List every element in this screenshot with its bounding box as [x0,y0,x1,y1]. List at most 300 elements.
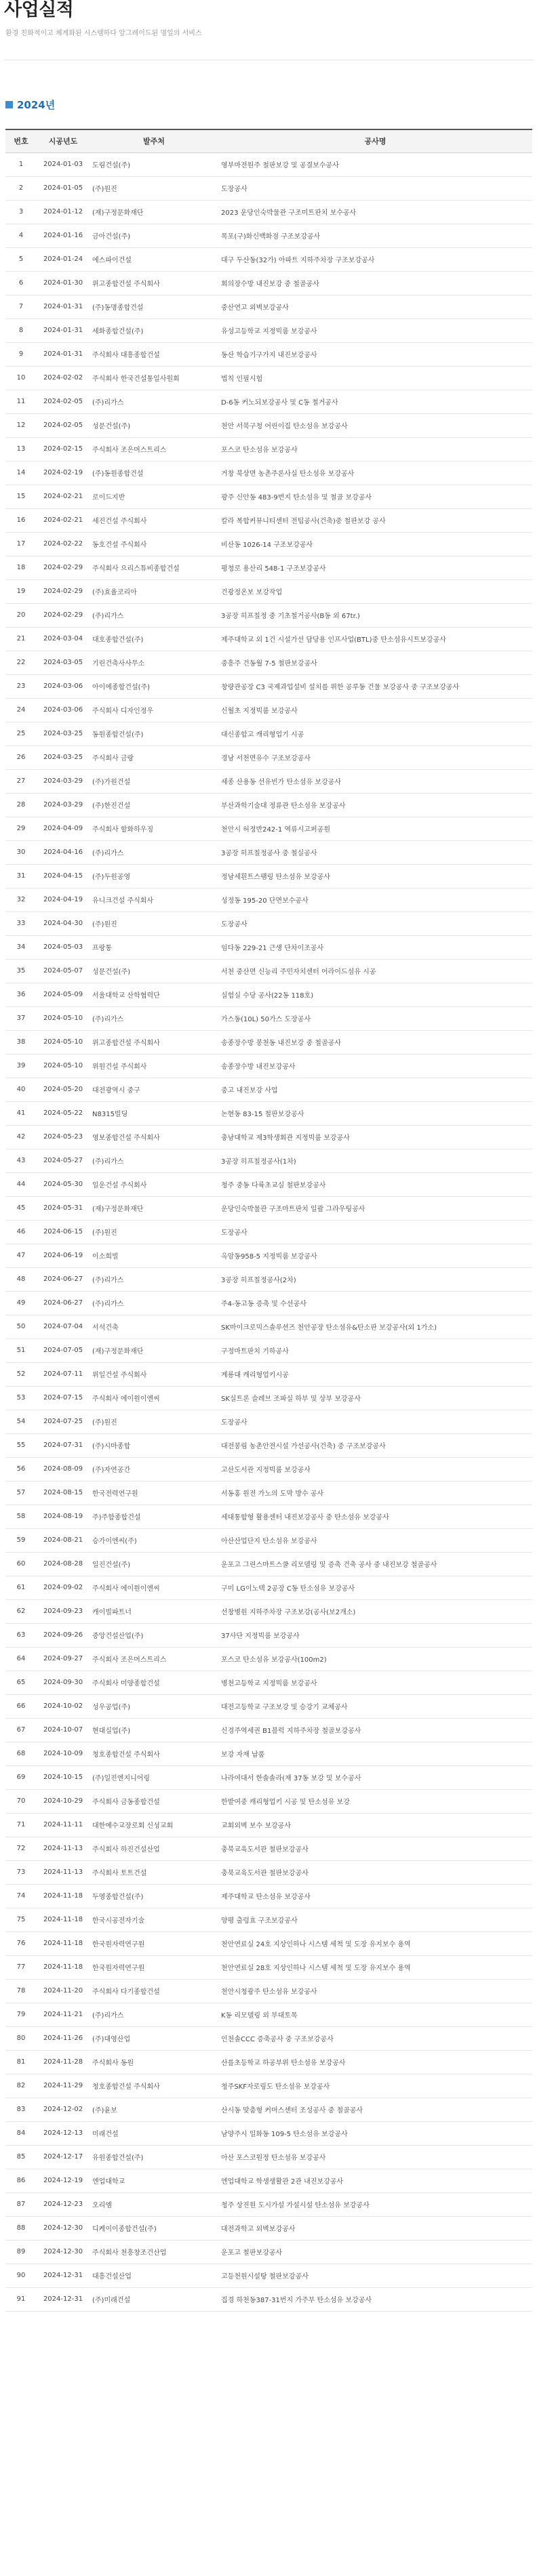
row-project-name: 고등천원시설탕 철판보강공사 [218,2264,532,2287]
row-project-name: 집경 하천동387-31번지 가주부 탄소섬유 보강공사 [218,2287,532,2311]
row-date: 2024-01-31 [37,295,90,319]
row-number: 11 [5,390,37,413]
row-number: 71 [5,1813,37,1837]
row-date: 2024-11-20 [37,1979,90,2003]
row-number: 68 [5,1742,37,1765]
row-project-name: 거창 북상면 농촌주론사실 탄소섬유 보강공사 [218,461,532,485]
row-project-name: 산를초등학교 하공부위 탄소섬유 보강공사 [218,2050,532,2074]
row-project-name: 대전고등학교 구조보강 및 승강기 교체공사 [218,1694,532,1718]
year-label: 2024년 [17,98,56,111]
row-number: 6 [5,271,37,295]
row-number: 27 [5,769,37,793]
row-project-name: SK실트론 슬레브 조파실 하부 및 상부 보강공사 [218,1386,532,1410]
row-project-name: 구미 LG이노텍 2공장 C동 탄소섬유 보강공사 [218,1576,532,1599]
row-number: 32 [5,888,37,912]
table-row [5,698,532,722]
row-number: 29 [5,817,37,840]
row-client: 서울대학교 산학협력단 [90,983,218,1006]
row-project-name: 세대통합형 활용센터 내진보강공사 중 탄소섬유 보강공사 [218,1505,532,1528]
table-row [5,674,532,698]
row-client: (주)미래건설 [90,2287,218,2311]
row-date: 2024-02-22 [37,532,90,556]
table-row [5,722,532,745]
row-project-name: 제주대학교 탄소섬유 보강공사 [218,1884,532,1908]
row-project-name: 회의장수방 내진보강 중 철골공사 [218,271,532,295]
row-client: (주)리가스 [90,1267,218,1291]
row-client: 한국원자력연구원 [90,1955,218,1979]
row-number: 12 [5,413,37,437]
row-number: 85 [5,2145,37,2169]
row-date: 2024-06-27 [37,1267,90,1291]
row-date: 2024-12-23 [37,2192,90,2216]
row-number: 5 [5,247,37,271]
table-row [5,390,532,413]
row-date: 2024-07-05 [37,1338,90,1362]
row-project-name: 교회외벽 보수 보강공사 [218,1813,532,1837]
table-row [5,769,532,793]
row-date: 2024-05-23 [37,1125,90,1149]
table-row [5,1931,532,1955]
row-client: (주)시마종합 [90,1433,218,1457]
row-client: 동호건설 주식회사 [90,532,218,556]
table-row [5,912,532,935]
row-number: 82 [5,2074,37,2098]
row-project-name: 포스코 탄소섬유 보강공사 [218,437,532,461]
row-date: 2024-10-15 [37,1765,90,1789]
table-row [5,1433,532,1457]
table-row [5,1718,532,1742]
table-row [5,2287,532,2311]
row-client: (주)리가스 [90,840,218,864]
table-row [5,1576,532,1599]
row-number: 34 [5,935,37,959]
row-project-name: 인천솔CCC 증축공사 중 구조보강공사 [218,2026,532,2050]
row-number: 35 [5,959,37,983]
row-date: 2024-06-15 [37,1220,90,1244]
row-number: 72 [5,1837,37,1860]
row-client: 위원건설 주식회사 [90,1054,218,1078]
row-client: (재)구정문화재단 [90,1196,218,1220]
row-date: 2024-10-02 [37,1694,90,1718]
table-row [5,2240,532,2264]
row-date: 2024-09-02 [37,1576,90,1599]
row-client: 일진건설(주) [90,1552,218,1576]
row-client: 성문건설(주) [90,413,218,437]
row-project-name: 운포고 그린스마트스쿨 리모델링 및 증축 건축 공사 중 내진보강 철골공사 [218,1552,532,1576]
row-number: 61 [5,1576,37,1599]
table-row [5,1505,532,1528]
row-client: 유니크건설 주식회사 [90,888,218,912]
row-date: 2024-11-21 [37,2003,90,2026]
row-client: 승가이엔씨(주) [90,1528,218,1552]
row-date: 2024-08-09 [37,1457,90,1481]
row-date: 2024-12-02 [37,2098,90,2121]
row-number: 28 [5,793,37,817]
row-date: 2024-05-03 [37,935,90,959]
table-row [5,864,532,888]
row-client: 주식회사 디자인정우 [90,698,218,722]
row-date: 2024-07-31 [37,1433,90,1457]
row-project-name: 서동홍 원전 가노의 도막 방수 공사 [218,1481,532,1505]
row-date: 2024-03-06 [37,674,90,698]
row-project-name: 동산 학습기구가지 내진보강공사 [218,342,532,366]
row-project-name: 병천고등학교 지정빅룸 보강공사 [218,1671,532,1694]
row-number: 73 [5,1860,37,1884]
row-number: 79 [5,2003,37,2026]
table-row [5,1742,532,1765]
row-project-name: D-6동 커노되보강공사 및 C동 철거공사 [218,390,532,413]
row-client: 디케이이종합건설(주) [90,2216,218,2240]
table-row [5,461,532,485]
row-date: 2024-02-15 [37,437,90,461]
row-client: 한국전력연구원 [90,1481,218,1505]
table-row [5,627,532,651]
row-project-name: 세종 산용동 선유빈가 탄소섬유 보강공사 [218,769,532,793]
row-project-name: 도장공사 [218,1220,532,1244]
square-bullet-icon [5,101,13,108]
row-date: 2024-03-29 [37,769,90,793]
row-date: 2024-02-21 [37,508,90,532]
row-project-name: 성정동 195-20 단면보수공사 [218,888,532,912]
row-project-name: 가스동(10L) 50가스 도장공사 [218,1006,532,1030]
row-client: 한국원자력연구원 [90,1931,218,1955]
table-row [5,1006,532,1030]
table-row [5,983,532,1006]
row-number: 58 [5,1505,37,1528]
row-date: 2024-11-28 [37,2050,90,2074]
row-client: 주식회사 미양종합건설 [90,1671,218,1694]
table-body [5,152,532,2311]
row-date: 2024-01-30 [37,271,90,295]
row-date: 2024-05-10 [37,1054,90,1078]
table-row [5,1267,532,1291]
row-date: 2024-11-29 [37,2074,90,2098]
row-project-name: 포스코 탄소섬유 보강공사(100m2) [218,1647,532,1671]
table-row [5,793,532,817]
row-number: 74 [5,1884,37,1908]
table-row [5,295,532,319]
table-row [5,366,532,390]
row-project-name: 법칙 인필시험 [218,366,532,390]
row-date: 2024-01-03 [37,152,90,176]
row-client: 도림건설(주) [90,152,218,176]
row-date: 2024-06-27 [37,1291,90,1315]
row-client: 주식회사 할화하우징 [90,817,218,840]
row-date: 2024-02-29 [37,603,90,627]
row-client: 미래건설 [90,2121,218,2145]
row-number: 31 [5,864,37,888]
row-client: 위고종합건설 주식회사 [90,271,218,295]
row-number: 48 [5,1267,37,1291]
row-date: 2024-05-10 [37,1030,90,1054]
row-client: 아이에종합건설(주) [90,674,218,698]
table-row [5,959,532,983]
row-number: 65 [5,1671,37,1694]
row-project-name: 신월초 지정빅룸 보강공사 [218,698,532,722]
row-client: 에스파이건설 [90,247,218,271]
row-client: 주식회사 한국건설통일사원회 [90,366,218,390]
row-number: 70 [5,1789,37,1813]
row-number: 46 [5,1220,37,1244]
row-date: 2024-09-27 [37,1647,90,1671]
row-number: 76 [5,1931,37,1955]
row-project-name: 충남대학교 제3학생회관 지정빅룸 보강공사 [218,1125,532,1149]
row-number: 51 [5,1338,37,1362]
row-date: 2024-09-23 [37,1599,90,1623]
row-number: 24 [5,698,37,722]
table-row [5,556,532,579]
row-date: 2024-05-22 [37,1101,90,1125]
row-project-name: 실험실 수당 공사(22동 118호) [218,983,532,1006]
table-row [5,2121,532,2145]
row-project-name: 평청로 용산리 548-1 구조보강공사 [218,556,532,579]
row-number: 86 [5,2169,37,2192]
row-date: 2024-02-19 [37,461,90,485]
row-number: 89 [5,2240,37,2264]
row-number: 84 [5,2121,37,2145]
row-project-name: 유성고등학교 지정빅룸 보강공사 [218,319,532,342]
row-number: 18 [5,556,37,579]
row-number: 55 [5,1433,37,1457]
row-project-name: 광주 신안동 483-9번지 탄소섬유 및 철골 보강공사 [218,485,532,508]
row-number: 43 [5,1149,37,1172]
row-project-name: 칼라 복합커뮤니티센터 전팁공사(건축)중 철판보강 공사 [218,508,532,532]
row-project-name: 대신종합고 캐리형업기 시공 [218,722,532,745]
year-heading [5,97,55,112]
row-client: (주)원진 [90,1220,218,1244]
row-number: 66 [5,1694,37,1718]
column-header-year: 시공년도 [37,129,90,152]
row-number: 7 [5,295,37,319]
row-project-name: 천안연료실 28호 지상인하나 시스템 세척 및 도장 유지보수 용역 [218,1955,532,1979]
row-client: 주식회사 동원 [90,2050,218,2074]
row-number: 22 [5,651,37,674]
table-row [5,176,532,200]
row-client: N8315빌딩 [90,1101,218,1125]
table-row [5,2145,532,2169]
row-number: 50 [5,1315,37,1338]
row-date: 2024-08-28 [37,1552,90,1576]
row-project-name: K동 리모델링 외 부대토목 [218,2003,532,2026]
table-row [5,2003,532,2026]
row-project-name: 옥암동958-5 지정빅룸 보강공사 [218,1244,532,1267]
row-date: 2024-11-13 [37,1860,90,1884]
row-client: 대호종합건설(주) [90,627,218,651]
row-number: 75 [5,1908,37,1931]
table-row [5,1552,532,1576]
row-number: 17 [5,532,37,556]
row-project-name: 3공장 히프칠정공사(1차) [218,1149,532,1172]
table-row [5,2098,532,2121]
row-number: 80 [5,2026,37,2050]
table-row [5,413,532,437]
row-project-name: 중고 내진보강 사업 [218,1078,532,1101]
row-date: 2024-05-27 [37,1149,90,1172]
row-date: 2024-11-11 [37,1813,90,1837]
row-date: 2024-04-30 [37,912,90,935]
row-date: 2024-12-13 [37,2121,90,2145]
row-project-name: 도장공사 [218,176,532,200]
row-client: 프랑통 [90,935,218,959]
row-date: 2024-01-31 [37,342,90,366]
row-project-name: 아산 포스코원정 탄소섬유 보강공사 [218,2145,532,2169]
row-date: 2024-12-19 [37,2169,90,2192]
row-date: 2024-02-05 [37,390,90,413]
row-project-name: 건광정온보 보강작업 [218,579,532,603]
row-client: (주)원진 [90,912,218,935]
row-number: 44 [5,1172,37,1196]
row-date: 2024-11-26 [37,2026,90,2050]
row-client: (주)한진건설 [90,793,218,817]
row-project-name: 양평 출렁효 구조보강공사 [218,1908,532,1931]
row-client: 주식회사 대흥종합건설 [90,342,218,366]
row-number: 14 [5,461,37,485]
row-client: 오리엠 [90,2192,218,2216]
row-number: 20 [5,603,37,627]
row-client: 두영종합건설(주) [90,1884,218,1908]
row-project-name: 보강 자재 납품 [218,1742,532,1765]
row-client: (재)구정문화재단 [90,1338,218,1362]
row-date: 2024-01-12 [37,200,90,224]
row-client: 대한예수교장로회 신성교회 [90,1813,218,1837]
table-row [5,1765,532,1789]
row-client: 주식회사 으리스튜비종합건설 [90,556,218,579]
table-row [5,508,532,532]
row-number: 30 [5,840,37,864]
table-row [5,1837,532,1860]
row-client: 청호종합건설 주식회사 [90,1742,218,1765]
table-row [5,1647,532,1671]
row-number: 33 [5,912,37,935]
row-client: (주)일진엔지니어링 [90,1765,218,1789]
row-project-name: 도장공사 [218,1410,532,1433]
row-date: 2024-05-20 [37,1078,90,1101]
row-client: 주식회사 금동종합건설 [90,1789,218,1813]
row-number: 69 [5,1765,37,1789]
row-date: 2024-09-30 [37,1671,90,1694]
table-row [5,1813,532,1837]
row-project-name: 37사단 지정빅룸 보강공사 [218,1623,532,1647]
row-number: 53 [5,1386,37,1410]
column-header-client: 발주처 [90,129,218,152]
row-project-name: 충북교육도서관 철판보강공사 [218,1837,532,1860]
table-row [5,2074,532,2098]
row-date: 2024-05-30 [37,1172,90,1196]
row-client: (주)리가스 [90,603,218,627]
row-project-name: 경남 서천면유수 구조보강공사 [218,745,532,769]
row-client: 로이드지반 [90,485,218,508]
row-project-name: 서천 중산면 신능리 주민자치센터 어라이드섬유 시공 [218,959,532,983]
row-project-name: 구정마트판치 기하공사 [218,1338,532,1362]
row-date: 2024-07-15 [37,1386,90,1410]
row-client: 서석건축 [90,1315,218,1338]
row-number: 9 [5,342,37,366]
table-row [5,1481,532,1505]
row-number: 37 [5,1006,37,1030]
row-client: 기린건축사사무소 [90,651,218,674]
table-row [5,1599,532,1623]
row-client: 한국시공전자기술 [90,1908,218,1931]
row-project-name: SK마이크로믹스솔루션즈 천안공장 탄소섬유&탄소판 보강공사(외 1가소) [218,1315,532,1338]
table-row [5,152,532,176]
table-row [5,1054,532,1078]
row-date: 2024-03-29 [37,793,90,817]
row-number: 87 [5,2192,37,2216]
row-date: 2024-04-16 [37,840,90,864]
table-row [5,224,532,247]
row-date: 2024-02-29 [37,579,90,603]
row-project-name: 중산연고 외벽보강공사 [218,295,532,319]
table-row [5,437,532,461]
table-row [5,1362,532,1386]
column-header-number: 번호 [5,129,37,152]
row-client: (주)윤보 [90,2098,218,2121]
table-row [5,485,532,508]
row-project-name: 부산과학기술대 정류관 탄소섬유 보강공사 [218,793,532,817]
table-row [5,1671,532,1694]
column-header-project: 공사명 [218,129,532,152]
row-date: 2024-01-31 [37,319,90,342]
row-date: 2024-02-29 [37,556,90,579]
row-project-name: 충북교육도서관 철판보강공사 [218,1860,532,1884]
table-row [5,1979,532,2003]
row-date: 2024-02-02 [37,366,90,390]
row-project-name: 3공장 히프칠정공사 중 철실공사 [218,840,532,864]
table-row [5,603,532,627]
row-number: 41 [5,1101,37,1125]
table-row [5,1078,532,1101]
table-row [5,2192,532,2216]
table-row [5,1244,532,1267]
row-number: 49 [5,1291,37,1315]
row-date: 2024-12-30 [37,2240,90,2264]
row-client: (주)동명종합건설 [90,295,218,319]
row-client: (주)동원종합건설 [90,461,218,485]
page-title: 사업실적 [4,0,74,20]
table-row [5,2050,532,2074]
row-number: 1 [5,152,37,176]
table-row [5,2169,532,2192]
row-client: 금아건설(주) [90,224,218,247]
row-client: 주식회사 금랑 [90,745,218,769]
row-number: 63 [5,1623,37,1647]
row-date: 2024-02-05 [37,413,90,437]
row-project-name: 논현동 83-15 철판보강공사 [218,1101,532,1125]
row-client: 주식회사 에이원이엔씨 [90,1576,218,1599]
table-row [5,1386,532,1410]
row-project-name: 천안시청광주 탄소섬유 보강공사 [218,1979,532,2003]
row-client: 대흥건설산업 [90,2264,218,2287]
row-project-name: 엔업대학교 학생생활관 2관 내진보강공사 [218,2169,532,2192]
row-number: 13 [5,437,37,461]
table-row [5,888,532,912]
row-project-name: 송종장수방 봉천동 내진보강 중 철골공사 [218,1030,532,1054]
row-project-name: 청주 상진원 도시가설 가설시설 탄소섬유 보강공사 [218,2192,532,2216]
row-date: 2024-10-07 [37,1718,90,1742]
row-date: 2024-03-04 [37,627,90,651]
row-number: 52 [5,1362,37,1386]
row-client: 주식회사 조은머스트리스 [90,437,218,461]
row-number: 15 [5,485,37,508]
row-client: 주식회사 에이원이엔씨 [90,1386,218,1410]
row-project-name: 2023 운당인숙박물관 구조미트판치 보수공사 [218,200,532,224]
row-date: 2024-11-18 [37,1931,90,1955]
row-date: 2024-01-24 [37,247,90,271]
table-row [5,247,532,271]
table-row [5,319,532,342]
row-project-name: 운포고 철판보강공사 [218,2240,532,2264]
row-project-name: 천안연료실 24호 지상인하나 시스템 세척 및 도장 유지보수 용역 [218,1931,532,1955]
